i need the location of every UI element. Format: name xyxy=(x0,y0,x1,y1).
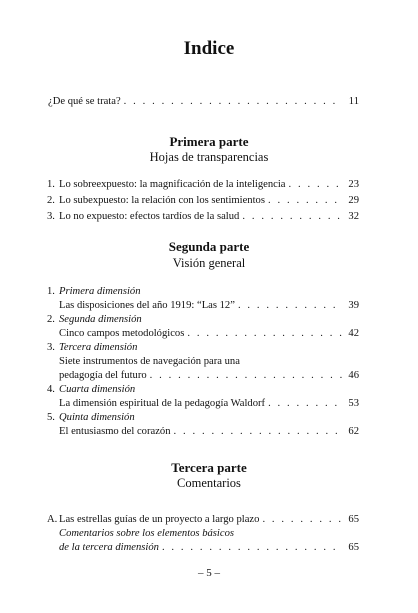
entry-text: de la tercera dimensión xyxy=(59,542,159,553)
page-number: 65 xyxy=(348,514,359,525)
part-1-title: Primera parte xyxy=(169,134,249,149)
page-number: 11 xyxy=(348,96,359,107)
entry-text: La dimensión espiritual de la pedagogía Waldorf xyxy=(59,398,266,409)
entry-text: Cinco campos metodológicos xyxy=(59,328,185,339)
entry-text: Siete instrumentos de navegación para una xyxy=(59,356,240,367)
page-number: 65 xyxy=(348,542,359,553)
dot-leader xyxy=(174,424,343,440)
toc-entry[interactable] xyxy=(48,424,359,440)
entry-text: Lo subexpuesto: la relación con los sentimientos xyxy=(59,195,265,206)
toc-entry[interactable] xyxy=(48,177,359,193)
entry-number: 1. xyxy=(47,286,55,297)
entry-number: 4. xyxy=(47,384,55,395)
entry-number: A. xyxy=(47,514,58,525)
entry-number: 5. xyxy=(47,412,55,423)
part-2-subtitle: Visión general xyxy=(172,256,246,270)
part-1-subtitle: Hojas de transparencias xyxy=(149,150,269,164)
dot-leader xyxy=(242,209,342,225)
entry-text: Las disposiciones del año 1919: “Las 12” xyxy=(59,300,235,311)
dimension-title: Cuarta dimensión xyxy=(59,384,136,395)
entry-text: El entusiasmo del corazón xyxy=(59,426,171,437)
dimension-title: Quinta dimensión xyxy=(59,412,135,423)
toc-entry[interactable] xyxy=(48,193,359,209)
dot-leader xyxy=(162,540,342,556)
page-number: 42 xyxy=(348,328,359,339)
entry-number: 2. xyxy=(47,195,55,206)
dot-leader xyxy=(289,177,342,193)
part-3-title: Tercera parte xyxy=(171,460,247,475)
entry-number: 3. xyxy=(47,342,55,353)
toc-entry[interactable] xyxy=(48,540,359,556)
page-number: 23 xyxy=(348,179,359,190)
entry-text: Lo no expuesto: efectos tardíos de la salud xyxy=(59,211,240,222)
dimension-title: Tercera dimensión xyxy=(59,342,138,353)
page-number: 46 xyxy=(348,370,359,381)
dimension-title: Primera dimensión xyxy=(59,286,141,297)
entry-number: 2. xyxy=(47,314,55,325)
page-footer-number: – 5 – xyxy=(198,567,220,579)
toc-entry-intro[interactable] xyxy=(48,94,359,110)
page-number: 62 xyxy=(348,426,359,437)
entry-text: ¿De qué se trata? xyxy=(48,96,121,107)
entry-number: 1. xyxy=(47,179,55,190)
page-number: 53 xyxy=(348,398,359,409)
entry-text: Las estrellas guías de un proyecto a largo plazo xyxy=(59,514,260,525)
entry-number: 3. xyxy=(47,211,55,222)
dot-leader xyxy=(268,193,342,209)
dot-leader xyxy=(124,94,342,110)
entry-text: Lo sobreexpuesto: la magnificación de la inteligencia xyxy=(59,179,286,190)
page-title: Indice xyxy=(183,38,235,59)
page-number: 39 xyxy=(348,300,359,311)
page-number: 29 xyxy=(348,195,359,206)
toc-entry[interactable] xyxy=(48,209,359,225)
entry-text: pedagogía del futuro xyxy=(59,370,147,381)
dimension-title: Segunda dimensión xyxy=(59,314,142,325)
page-number: 32 xyxy=(348,211,359,222)
entry-text: Comentarios sobre los elementos básicos xyxy=(59,528,234,539)
part-2-title: Segunda parte xyxy=(168,239,250,254)
part-3-subtitle: Comentarios xyxy=(177,476,241,490)
